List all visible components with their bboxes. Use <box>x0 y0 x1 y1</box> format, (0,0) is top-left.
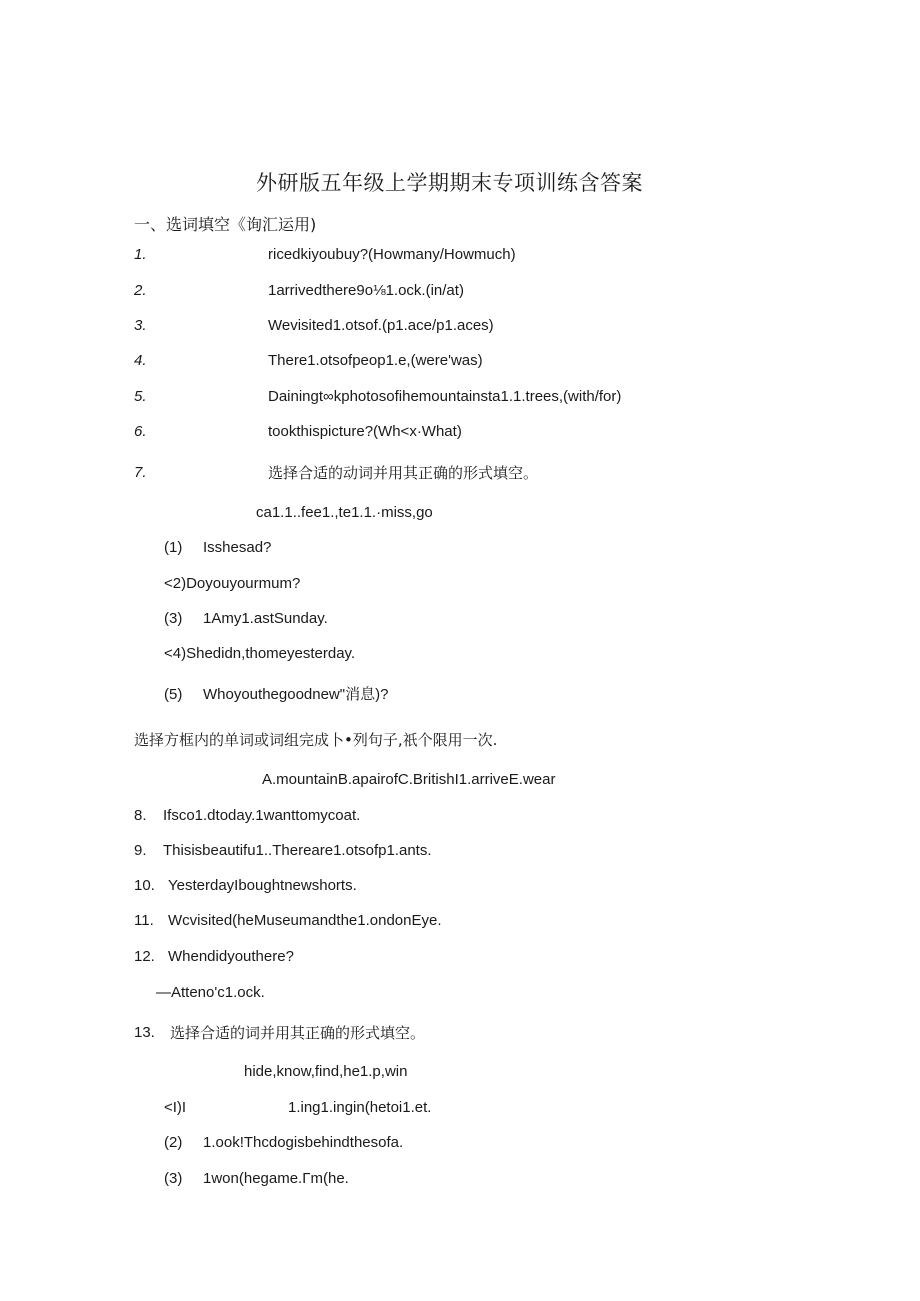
sub-item-text: <4)Shedidn,thomeyesterday. <box>164 645 356 662</box>
question-text: Dainingt∞kphotosofihemountainsta1.1.trees,(with/for) <box>268 388 622 405</box>
question-text: 选择合适的词并用其正确的形式填空。 <box>170 1024 426 1042</box>
page-title: 外研版五年级上学期期末专项训练含答案 <box>256 171 643 195</box>
question-text: YesterdayIboughtnewshorts. <box>168 877 357 894</box>
question-text: 1arrivedthere9o⅛1.ock.(in/at) <box>268 282 464 299</box>
question-text: Wcvisited(heMuseumandthe1.ondonEye. <box>168 912 442 929</box>
question-text: 选择合适的动词并用其正确的形式填空。 <box>268 464 539 482</box>
question-number: 11. <box>134 912 154 929</box>
sub-item-number: (1) <box>164 539 183 556</box>
sub-item-number: (3) <box>164 610 183 627</box>
word-bank: hide,know,find,he1.p,win <box>244 1063 408 1080</box>
option-list: A.mountainB.apairofC.BritishI1.arriveE.wear <box>262 771 556 788</box>
question-number: 7. <box>134 464 147 481</box>
answer-line: —Atteno'c1.ock. <box>156 984 265 1001</box>
sub-item-text: Isshesad? <box>203 539 272 556</box>
section-1-heading: 一、选词填空《询汇运用) <box>134 215 317 234</box>
question-text: tookthispicture?(Wh<x·What) <box>268 423 462 440</box>
sub-item-number: (3) <box>164 1170 183 1187</box>
question-text: ricedkiyoubuy?(Howmany/Howmuch) <box>268 246 516 263</box>
sub-item-text: <2)Doyouyourmum? <box>164 575 301 592</box>
question-number: 13. <box>134 1024 155 1041</box>
sub-item-number: (2) <box>164 1134 183 1151</box>
question-number: 4. <box>134 352 147 369</box>
question-text: Ifsco1.dtoday.1wanttomycoat. <box>163 807 361 824</box>
question-text: Thisisbeautifu1..Thereare1.otsofp1.ants. <box>163 842 432 859</box>
sub-item-number: (5) <box>164 686 183 703</box>
question-text: Whendidyouthere? <box>168 948 294 965</box>
question-number: 8. <box>134 807 147 824</box>
question-number: 3. <box>134 317 147 334</box>
question-number: 5. <box>134 388 147 405</box>
question-number: 1. <box>134 246 147 263</box>
question-text: Wevisited1.otsof.(p1.ace/p1.aces) <box>268 317 494 334</box>
sub-item-text: 1Amy1.astSunday. <box>203 610 328 627</box>
sub-item-text: Whoyouthegoodnew"消息)? <box>203 686 389 703</box>
question-number: 6. <box>134 423 147 440</box>
sub-item-text: 1.ook!Thcdogisbehindthesofa. <box>203 1134 404 1151</box>
question-number: 9. <box>134 842 147 859</box>
word-bank: ca1.1..fee1.,te1.1.·miss,go <box>256 504 433 521</box>
question-text: There1.otsofpeop1.e,(were'was) <box>268 352 483 369</box>
sub-item-text: 1.ing1.ingin(hetoi1.et. <box>288 1099 432 1116</box>
question-number: 2. <box>134 282 147 299</box>
section-2-instruction: 选择方框内的单词或词组完成卜•列句子,祇个限用一次. <box>134 731 498 749</box>
sub-item-number: <I)I <box>164 1099 187 1116</box>
question-number: 12. <box>134 948 155 965</box>
sub-item-text: 1won(hegame.Γm(he. <box>203 1170 349 1187</box>
question-number: 10. <box>134 877 155 894</box>
